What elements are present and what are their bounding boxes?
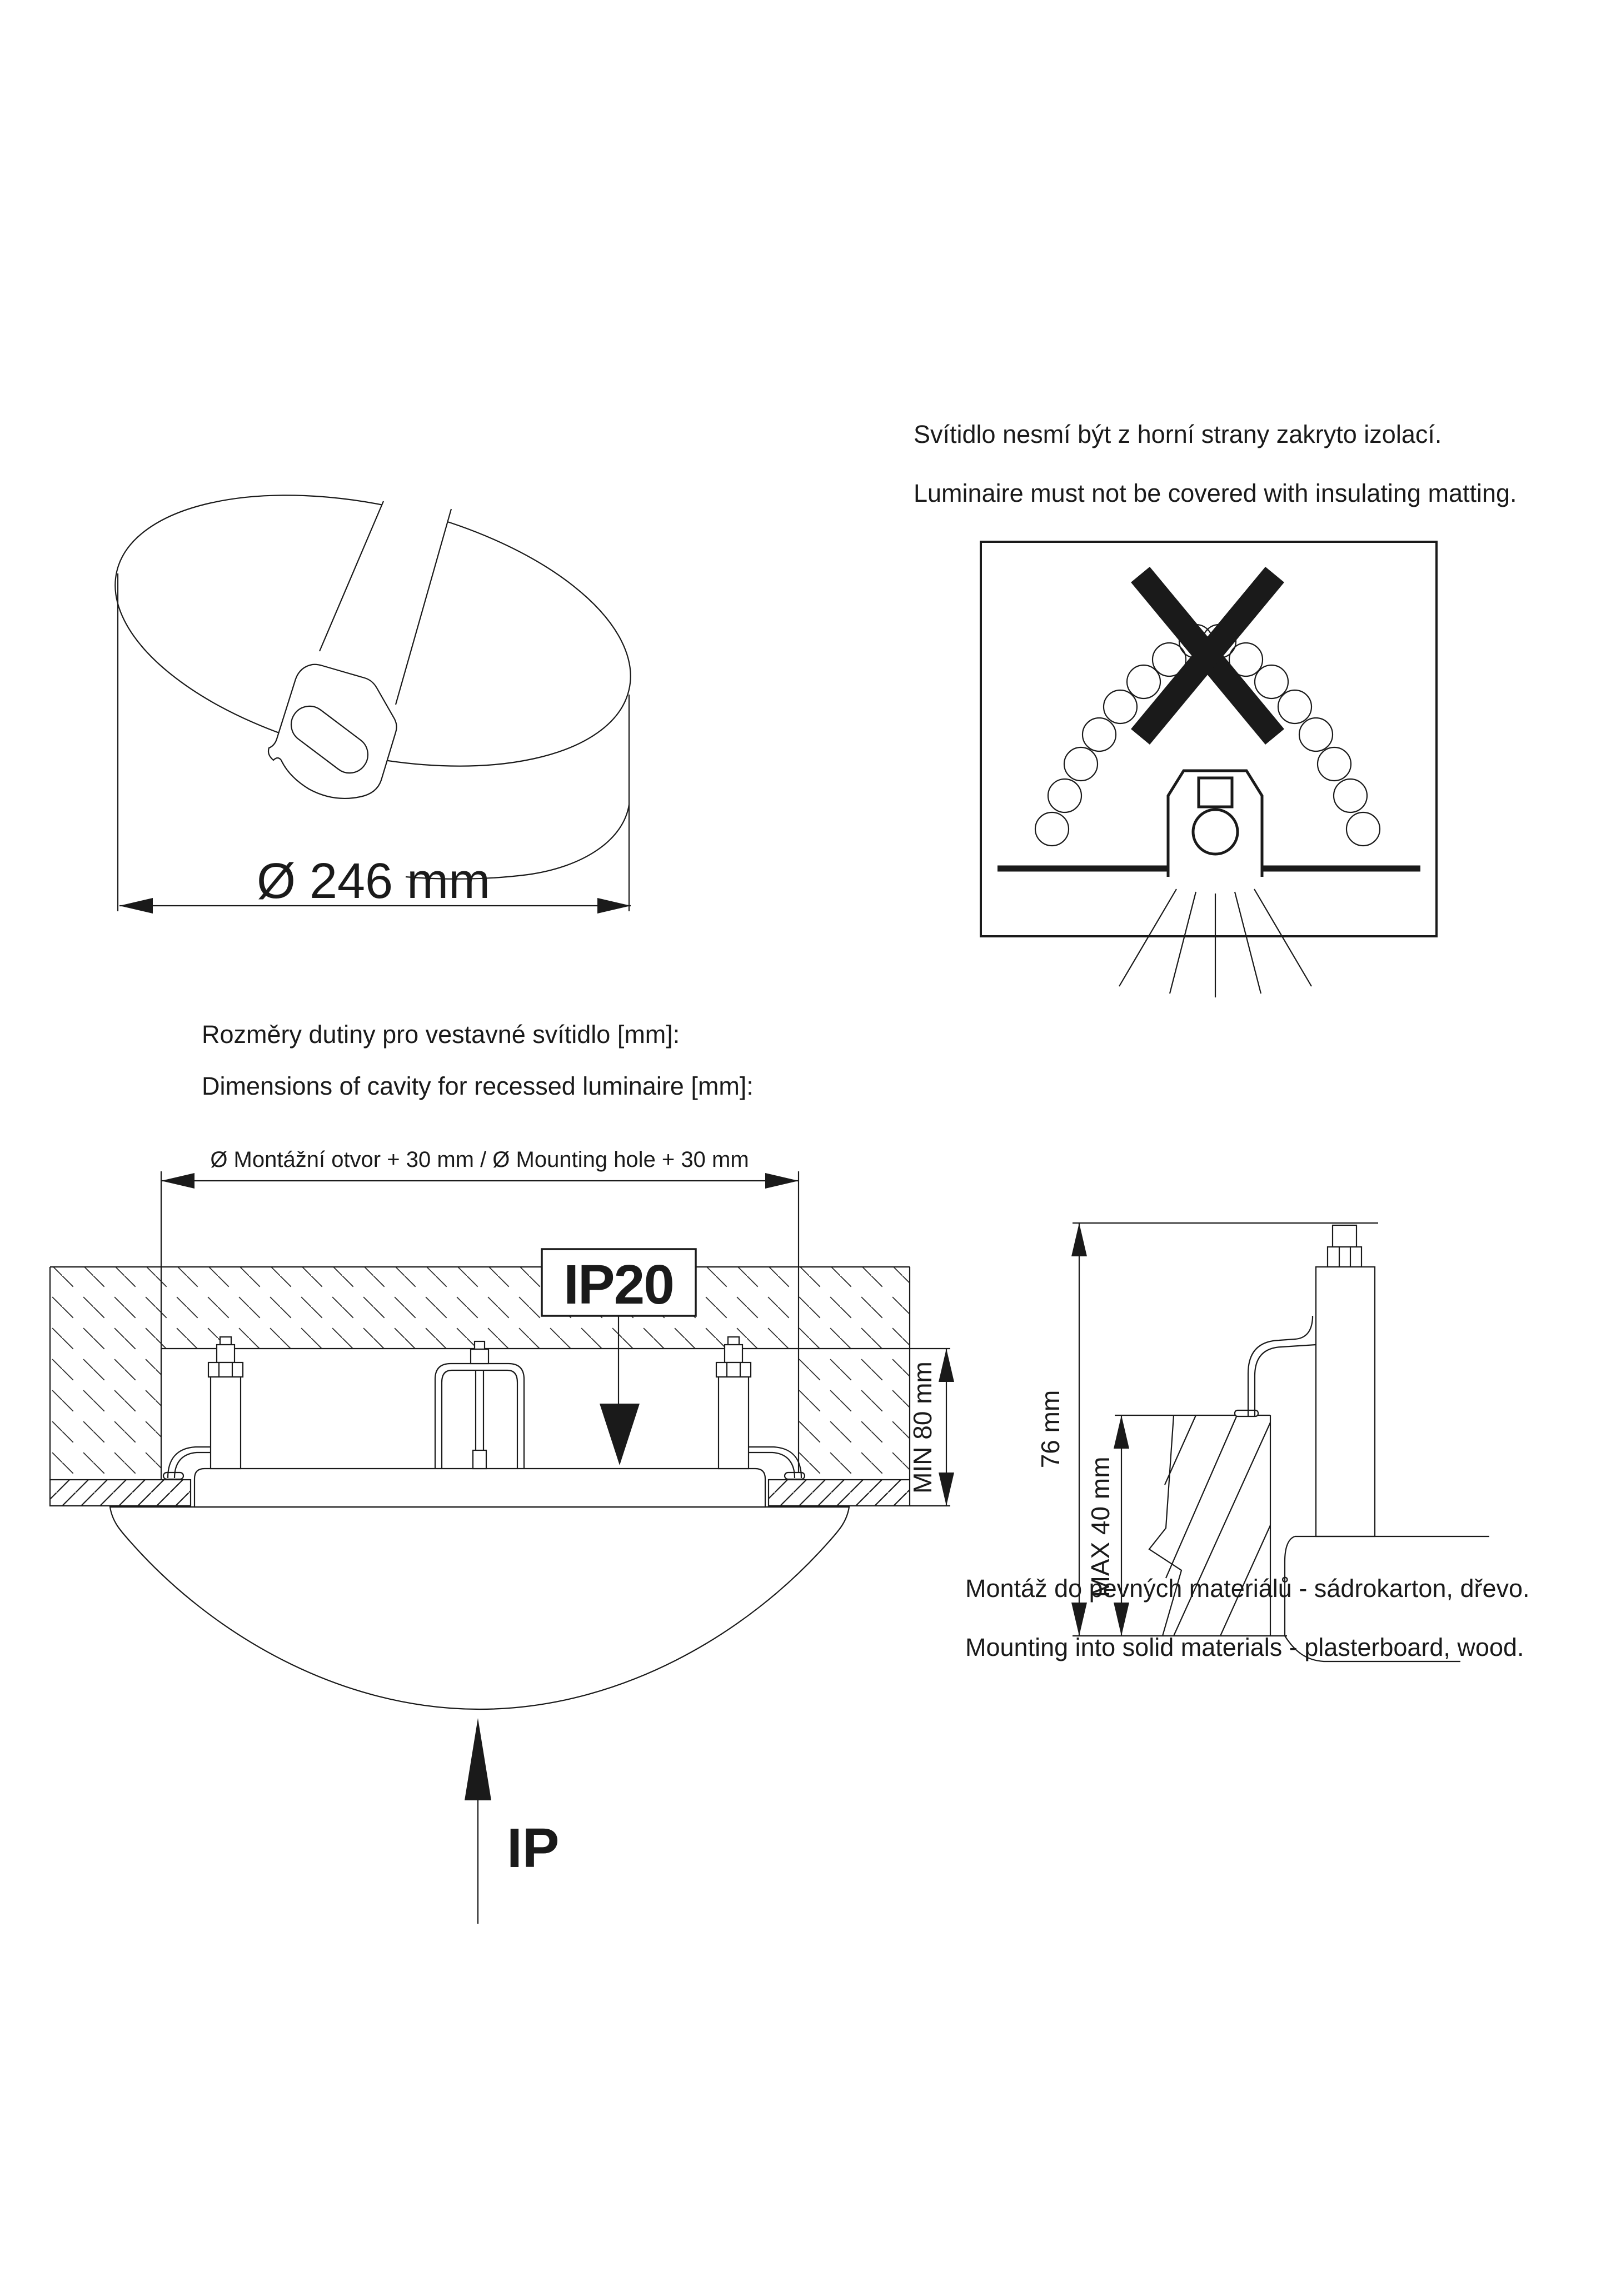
structure-hatch-right: [799, 1349, 910, 1480]
min-depth-label: MIN 80 mm: [908, 1361, 937, 1494]
side-spring-clip: [1235, 1316, 1316, 1417]
max-thickness-dimension: [1086, 1415, 1129, 1636]
board-section: [1115, 1415, 1270, 1636]
ceiling-board-left: [50, 1480, 191, 1506]
board-break-line: [1149, 1415, 1181, 1636]
side-mounting-rod: [1316, 1225, 1375, 1536]
mounting-note-cz: Montáž do pevných materiálů - sádrokarton, dřevo.: [965, 1574, 1530, 1603]
min-depth-dimension: [908, 1349, 954, 1506]
glass-dome: [110, 1507, 849, 1709]
ceiling-board-right: [769, 1480, 910, 1506]
max-thickness-label: MAX 40 mm: [1086, 1456, 1115, 1598]
mounting-hole-label: Ø Montážní otvor + 30 mm / Ø Mounting hole + 30 mm: [210, 1147, 749, 1172]
ip20-callout: [542, 1249, 696, 1465]
mounting-note-en: Mounting into solid materials - plasterboard, wood.: [965, 1633, 1524, 1661]
mounting-note: [965, 1574, 1530, 1661]
insulation-warning: [914, 420, 1517, 997]
cavity-note: [202, 1020, 754, 1100]
cavity-note-cz: Rozměry dutiny pro vestavné svítidlo [mm]:: [202, 1020, 680, 1049]
structure-hatch-left: [50, 1349, 161, 1480]
ip20-label: IP20: [563, 1254, 674, 1316]
structure-hatch-top: [50, 1267, 910, 1349]
ip-arrow: [465, 1718, 491, 1800]
ip-callout: [465, 1718, 559, 1924]
insulation-note-en: Luminaire must not be covered with insulating matting.: [914, 479, 1517, 507]
warning-pictogram-frame: [981, 542, 1437, 936]
diameter-dimension: [119, 853, 631, 914]
cutout-template-view: [89, 450, 657, 914]
diameter-label: Ø 246 mm: [256, 853, 491, 909]
cavity-note-en: Dimensions of cavity for recessed luminaire [mm]:: [202, 1072, 754, 1100]
board-hatch: [1165, 1415, 1270, 1636]
ip20-leader-arrow: [600, 1404, 640, 1465]
mounting-stud-right: [716, 1337, 751, 1469]
luminaire-body: [194, 1469, 765, 1507]
front-cross-section: [50, 1147, 954, 1924]
mounting-hole-dimension: [161, 1147, 799, 1189]
ip-label: IP: [507, 1817, 560, 1879]
total-height-label: 76 mm: [1036, 1390, 1065, 1469]
insulation-note-cz: Svítidlo nesmí být z horní strany zakryto izolací.: [914, 420, 1442, 448]
mounting-stud-left: [208, 1337, 243, 1469]
central-bracket: [435, 1341, 524, 1469]
